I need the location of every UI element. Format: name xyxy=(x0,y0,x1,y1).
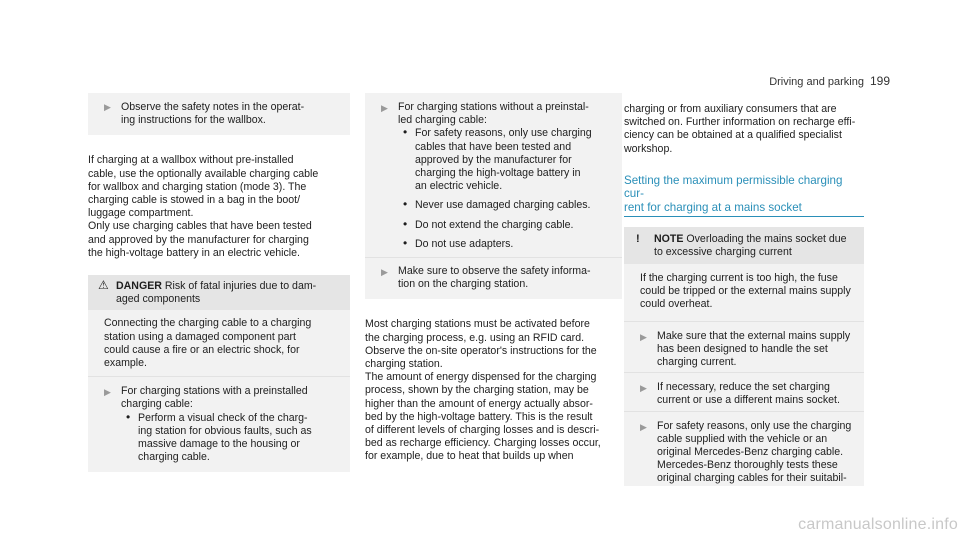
bullet-dot-icon: • xyxy=(403,197,408,212)
notice-bullet xyxy=(624,330,864,370)
triangle-bullet-icon: ▶ xyxy=(104,102,111,112)
text-line: charging or from auxiliary consumers that are xyxy=(624,103,837,115)
danger-bullet xyxy=(88,385,350,472)
text-line: For safety reasons, only use the charging xyxy=(657,419,852,432)
paragraph xyxy=(624,103,864,156)
text-lines xyxy=(398,101,622,127)
column-1 xyxy=(88,93,350,472)
bullet-dot-icon: • xyxy=(403,216,408,231)
safety-note-bullet xyxy=(88,93,350,135)
notice-title: NOTE Overloading the mains socket due to excessive charging current xyxy=(654,232,847,258)
bullet-dot-icon: • xyxy=(126,409,131,424)
text-lines xyxy=(415,219,622,232)
text-line: charging cable: xyxy=(121,398,193,411)
notice-bullet xyxy=(624,420,864,486)
bullet-observe-station xyxy=(365,265,622,291)
list-item xyxy=(121,409,350,473)
text-line: higher than the amount of energy actually absor- xyxy=(365,397,593,410)
section-title: Driving and parking xyxy=(769,76,864,88)
watermark: carmanualsonline.info xyxy=(798,515,958,533)
text-line: Mercedes-Benz thoroughly tests these xyxy=(657,459,838,472)
list-item xyxy=(398,199,622,212)
text-line: charging cable is stowed in a bag in the boot/ xyxy=(88,194,301,207)
text-line: charging the high-voltage battery in xyxy=(415,167,581,180)
danger-box xyxy=(88,275,350,472)
text-line: If charging at a wallbox without pre-installed xyxy=(88,154,294,167)
text-line: charging current. xyxy=(657,356,737,369)
text-line: could cause a fire or an electric shock, for xyxy=(104,343,300,356)
exclamation-icon: ! xyxy=(636,232,640,245)
heading-line: rent for charging at a mains socket xyxy=(624,201,864,217)
text-line: Never use damaged charging cables. xyxy=(415,199,591,212)
text-lines xyxy=(415,127,622,193)
dot-list xyxy=(398,127,622,251)
text-line: charging cable. xyxy=(138,451,210,464)
text-line: original Mercedes-Benz charging cable. xyxy=(657,446,844,459)
text-line: massive damage to the housing or xyxy=(138,438,300,451)
text-line: for wallbox and charging station (mode 3). The xyxy=(88,180,307,193)
text-line: For safety reasons, only use charging xyxy=(415,127,592,140)
triangle-bullet-icon: ▶ xyxy=(381,103,388,113)
text-line: charging station. xyxy=(365,358,443,371)
text-line: Only use charging cables that have been tested xyxy=(88,220,312,233)
text-lines xyxy=(657,381,864,407)
page-header xyxy=(769,75,890,89)
text-line: bed by the high-voltage battery. This is the result xyxy=(365,410,593,423)
text-line: For charging stations with a preinstalled xyxy=(121,385,308,398)
page-number: 199 xyxy=(869,74,890,88)
triangle-bullet-icon: ▶ xyxy=(381,267,388,278)
text-line: ing instructions for the wallbox. xyxy=(121,114,266,127)
text-line: If the charging current is too high, the fuse xyxy=(640,272,838,284)
column-3 xyxy=(624,103,864,486)
text-line: cable supplied with the vehicle or an xyxy=(657,432,828,445)
text-line: led charging cable: xyxy=(398,114,487,127)
text-line: If necessary, reduce the set charging xyxy=(657,381,830,394)
text-line: an electric vehicle. xyxy=(415,180,503,193)
text-line: luggage compartment. xyxy=(88,207,194,220)
text-line: process, shown by the charging station, may be xyxy=(365,384,589,397)
text-line: station using a damaged component part xyxy=(104,330,296,343)
section-heading xyxy=(624,174,864,217)
text-line: has been designed to handle the set xyxy=(657,342,828,355)
triangle-bullet-icon: ▶ xyxy=(104,387,111,398)
text-line: Make sure that the external mains supply xyxy=(657,329,851,342)
triangle-bullet-icon: ▶ xyxy=(640,421,647,432)
text-line: Connecting the charging cable to a charging xyxy=(104,317,312,330)
notice-body xyxy=(624,264,864,318)
danger-header xyxy=(88,275,350,310)
text-line: the charging process, e.g. using an RFID card. xyxy=(365,331,585,344)
text-line: switched on. Further information on recharge effi- xyxy=(624,116,856,129)
paragraph xyxy=(88,220,350,260)
text-lines xyxy=(121,385,350,411)
notice-bullets xyxy=(624,321,864,486)
notice-header xyxy=(624,227,864,264)
danger-title: DANGER Risk of fatal injuries due to dam- aged components xyxy=(116,280,317,306)
paragraph xyxy=(365,371,622,463)
text-lines xyxy=(415,199,622,212)
paragraph xyxy=(88,154,350,220)
text-line: ciency can be obtained at a qualified specialist xyxy=(624,129,842,142)
text-line: of different levels of charging losses and is descri- xyxy=(365,424,600,437)
text-line: cables that have been tested and xyxy=(415,140,572,153)
text-line: The amount of energy dispensed for the charging xyxy=(365,371,597,384)
text-line: Make sure to observe the safety informa- xyxy=(398,265,591,278)
text-lines xyxy=(657,420,864,486)
bullet-without-cable xyxy=(365,101,622,251)
text-lines xyxy=(657,330,864,370)
notice-box xyxy=(624,227,864,486)
text-line: workshop. xyxy=(624,142,673,155)
danger-body xyxy=(88,310,350,376)
text-line: approved by the manufacturer for xyxy=(415,153,572,166)
triangle-bullet-icon: ▶ xyxy=(640,383,647,394)
text-line: original charging cables for their suitabil- xyxy=(657,472,847,485)
text-line: example. xyxy=(104,357,147,370)
list-item xyxy=(398,127,622,193)
text-line: current or use a different mains socket. xyxy=(657,394,840,407)
text-line: Perform a visual check of the charg- xyxy=(138,411,308,424)
text-line: Do not extend the charging cable. xyxy=(415,218,574,231)
text-line: Do not use adapters. xyxy=(415,237,514,250)
text-line: for example, due to heat that builds up when xyxy=(365,450,574,463)
bullet-dot-icon: • xyxy=(403,125,408,140)
text-lines xyxy=(121,101,350,127)
bullet-dot-icon: • xyxy=(403,235,408,250)
notice-bullet xyxy=(624,381,864,407)
text-lines xyxy=(138,412,350,465)
warning-triangle-icon: ⚠ xyxy=(98,278,109,293)
paragraph xyxy=(365,318,622,371)
text-line: Observe the on-site operator's instructions for the xyxy=(365,344,597,357)
text-line: bed as recharge efficiency. Charging losses occur, xyxy=(365,437,601,450)
text-lines xyxy=(398,265,622,291)
list-item xyxy=(398,235,622,251)
heading-line: Setting the maximum permissible charging cur- xyxy=(624,173,843,201)
text-line: tion on the charging station. xyxy=(398,278,529,291)
text-line: could overheat. xyxy=(640,298,713,311)
text-line: and approved by the manufacturer for charging xyxy=(88,233,309,246)
text-line: could be tripped or the external mains supply xyxy=(640,285,851,298)
list-item xyxy=(398,216,622,232)
text-line: cable, use the optionally available charging cable xyxy=(88,167,319,180)
text-line: the high-voltage battery in an electric vehicle. xyxy=(88,246,300,259)
text-lines xyxy=(415,238,622,251)
text-line: Most charging stations must be activated before xyxy=(365,318,590,331)
danger-box-continued xyxy=(365,93,622,299)
text-line: Observe the safety notes in the operat- xyxy=(121,101,305,113)
column-2 xyxy=(365,93,622,464)
text-line: For charging stations without a preinstal- xyxy=(398,101,589,113)
text-line: ing station for obvious faults, such as xyxy=(138,424,312,437)
triangle-bullet-icon: ▶ xyxy=(640,331,647,342)
